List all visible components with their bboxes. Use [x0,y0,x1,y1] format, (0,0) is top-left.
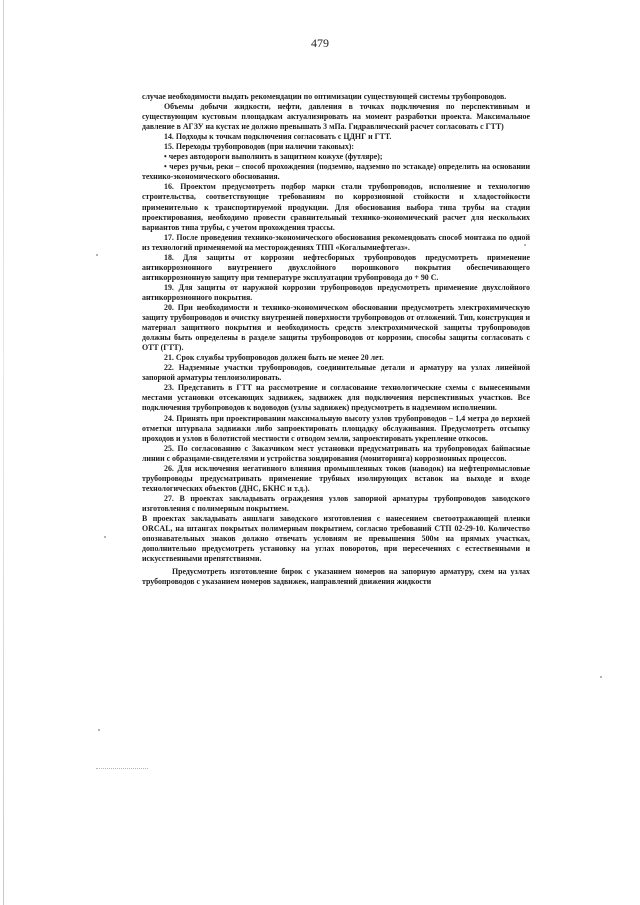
paragraph-tags: Предусмотреть изготовление бирок с указанием номеров на запорную арматуру, схем на узлах трубопроводов с указанием номеров задвижек, направлений движения жидкости [142,567,530,587]
bullet-roads: • через автодороги выполнить в защитном кожухе (футляре); [164,152,383,162]
paragraph-item-25: 25. По согласованию с Заказчиком мест установки предусматривать на трубопроводах байпасные линии с образцами-свидетелями и устройства зондирования (мониторинга) коррозионных процессов. [142,443,530,463]
paragraph-signage: В проектах закладывать аншлаги заводского изготовления с нанесением светоотражающей пленки ORCAL, на штангах покрытых полимерным покрытием, согласно требований СТП 02-29-10. Количество опознавательных знаков должно отвечать условиям не превышения 500м на прямых участках, дополнительно предусмотреть установку на углах поворотов, при пересечениях с естественными и искусственными препятствиями. [142,513,530,564]
paragraph-item-18: 18. Для защиты от коррозии нефтесборных трубопроводов предусмотреть применение антикоррозионного внутреннего двухслойного порошкового покрытия обеспечивающего антикоррозионную защиту при температуре эксплуатации трубопровода до + 90 С. [142,252,530,282]
scan-speck [96,254,98,256]
document-body [142,92,530,587]
paragraph-intro-continuation: случае необходимости выдать рекомендации по оптимизации существующей системы трубопроводов. [142,92,507,101]
scan-speck [98,729,100,731]
paragraph-item-15: 15. Переходы трубопроводов (при наличии таковых): [164,142,355,152]
scan-speck [524,244,526,246]
paragraph-item-19: 19. Для защиты от наружной коррозии трубопроводов предусмотреть применение двухслойного антикоррозионного покрытия. [142,282,530,302]
paragraph-item-22: 22. Надземные участки трубопроводов, соединительные детали и арматуру на узлах линейной запорной арматуры теплоизолировать. [142,363,530,383]
page-number: 479 [311,36,329,50]
scan-edge [3,0,4,905]
paragraph-item-24: 24. Принять при проектировании максимальную высоту узлов трубопроводов – 1,4 метра до верхней отметки штурвала задвижки либо запроектировать площадку обслуживания. Предусмотреть отсыпку проходов и узлов в болотистой местности с отводом земли, запроектировать укрепление откосов. [142,413,530,443]
paragraph-item-14: 14. Подходы к точкам подключения согласовать с ЦДНГ и ГТТ. [164,132,392,142]
scan-speck [600,676,602,678]
paragraph-item-16: 16. Проектом предусмотреть подбор марки стали трубопроводов, исполнение и технологию строительства, соответствующие требованиям по коррозионной стойкости и хладостойкости применительно к транспортируемой продукции. Для обоснования выбора типа трубы на стадии проектирования, необходимо провести сравнительный технико-экономический расчет для нескольких вариантов типа трубы, с учетом прохождения трассы. [142,182,530,232]
paragraph-volumes: Объемы добычи жидкости, нефти, давления в точках подключения по перспективным и существующим кустовым площадкам актуализировать на момент разработки проекта. Максимальное давление в АГЗУ на кустах не должно превышать 3 мПа. Гидравлический расчет согласовать с ГТТ) [142,102,530,132]
paragraph-item-23: 23. Представить в ГТТ на рассмотрение и согласование технологические схемы с вынесенными местами установки отсекающих задвижек, задвижек для подключения перспективных участков. Все подключения трубопроводов к водоводов (узлы задвижек) предусмотреть в надземном исполнении. [142,383,530,413]
bullet-rivers: • через ручьи, реки – способ прохождения (подземно, надземно по эстакаде) определить на основании технико-экономического обоснования. [142,162,530,182]
paragraph-item-20: 20. При необходимости и технико-экономическом обосновании предусмотреть электрохимическую защиту трубопроводов и очистку внутренней поверхности трубопроводов от отложений. Тип, конструкция и материал защитного покрытия и необходимость средств электрохимической защиты трубопроводов должны быть определены в разделе защиты трубопроводов от коррозии, способы защиты согласовать с ОТТ (ГТТ). [142,302,530,353]
scan-speck [104,536,106,538]
paragraph-item-17: 17. После проведения технико-экономического обоснования рекомендовать способ монтажа по одной из технологий применяемой на месторождениях ТПП «Когалымнефтегаз». [142,232,530,252]
scan-artifact-line [96,768,148,770]
paragraph-item-21: 21. Срок службы трубопроводов должен быть не менее 20 лет. [164,353,384,363]
paragraph-item-27: 27. В проектах закладывать ограждения узлов запорной арматуры трубопроводов заводского изготовления с полимерным покрытием. [142,493,530,513]
paragraph-item-26: 26. Для исключения негативного влияния промышленных токов (наводок) на нефтепромысловые трубопроводы предусматривать применение трубных изолирующих вставок на выходе и входе технологических объектов (ДНС, БКНС и т.д.). [142,463,530,493]
